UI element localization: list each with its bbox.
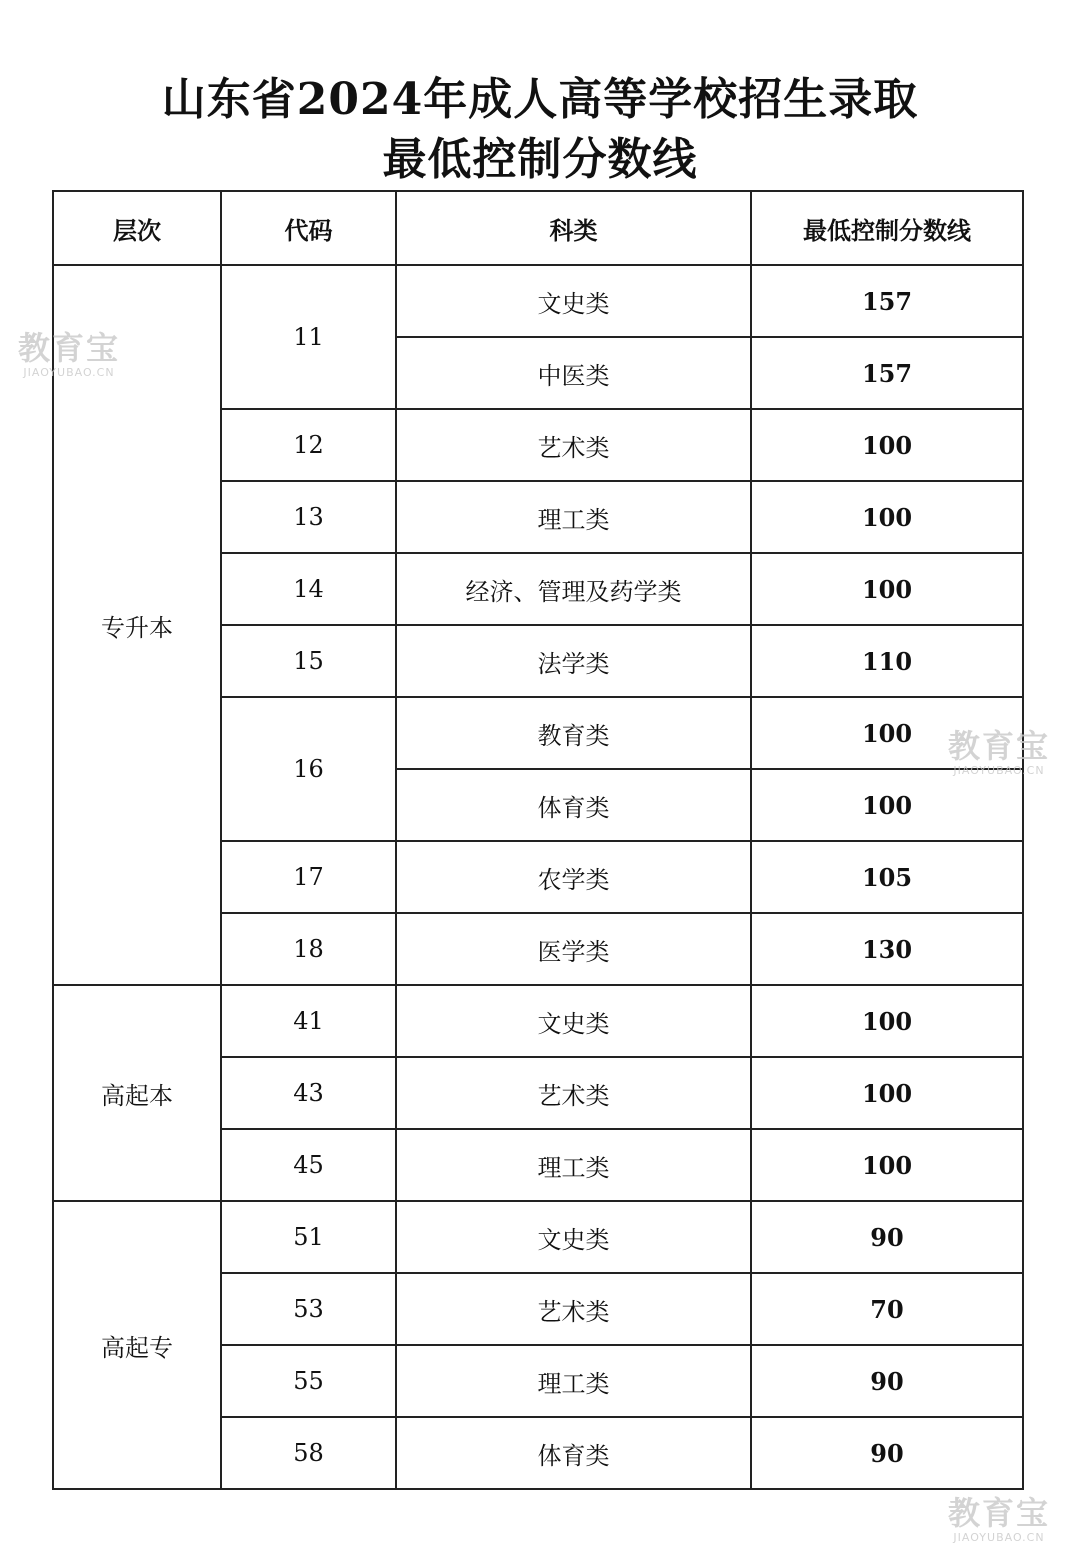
category-cell: 经济、管理及药学类 <box>396 553 751 625</box>
watermark-url: JIAOYUBAO.CN <box>953 764 1045 777</box>
watermark <box>948 1495 1050 1545</box>
score-cell: 157 <box>751 337 1023 409</box>
code-cell: 12 <box>221 409 396 481</box>
score-cell: 90 <box>751 1201 1023 1273</box>
score-cell: 157 <box>751 265 1023 337</box>
score-cell: 70 <box>751 1273 1023 1345</box>
category-cell: 文史类 <box>396 1201 751 1273</box>
category-cell: 中医类 <box>396 337 751 409</box>
code-cell: 11 <box>221 265 396 409</box>
code-cell: 58 <box>221 1417 396 1489</box>
table-row <box>53 985 1023 1057</box>
level-cell: 高起专 <box>53 1201 221 1489</box>
watermark-url: JIAOYUBAO.CN <box>953 1531 1045 1544</box>
code-cell: 43 <box>221 1057 396 1129</box>
page-title-line2: 最低控制分数线 <box>382 134 698 185</box>
watermark-url: JIAOYUBAO.CN <box>23 366 115 379</box>
category-cell: 医学类 <box>396 913 751 985</box>
code-cell: 41 <box>221 985 396 1057</box>
category-cell: 理工类 <box>396 1129 751 1201</box>
code-cell: 16 <box>221 697 396 841</box>
page-title-line1: 山东省2024年成人高等学校招生录取 <box>161 74 919 125</box>
category-cell: 理工类 <box>396 481 751 553</box>
header-min-score: 最低控制分数线 <box>751 191 1023 265</box>
category-cell: 农学类 <box>396 841 751 913</box>
score-cell: 100 <box>751 769 1023 841</box>
table-header-row <box>53 191 1023 265</box>
score-cell: 100 <box>751 553 1023 625</box>
code-cell: 15 <box>221 625 396 697</box>
category-cell: 理工类 <box>396 1345 751 1417</box>
header-category: 科类 <box>396 191 751 265</box>
code-cell: 14 <box>221 553 396 625</box>
score-cell: 105 <box>751 841 1023 913</box>
score-cell: 90 <box>751 1345 1023 1417</box>
score-cell: 100 <box>751 1057 1023 1129</box>
category-cell: 体育类 <box>396 1417 751 1489</box>
watermark-logo-text: 教育宝 <box>948 727 1051 765</box>
code-cell: 13 <box>221 481 396 553</box>
category-cell: 体育类 <box>396 769 751 841</box>
category-cell: 艺术类 <box>396 409 751 481</box>
code-cell: 17 <box>221 841 396 913</box>
score-cell: 90 <box>751 1417 1023 1489</box>
score-cell: 100 <box>751 985 1023 1057</box>
code-cell: 55 <box>221 1345 396 1417</box>
code-cell: 45 <box>221 1129 396 1201</box>
score-cell: 100 <box>751 481 1023 553</box>
table-row <box>53 265 1023 337</box>
category-cell: 法学类 <box>396 625 751 697</box>
score-cell: 100 <box>751 697 1023 769</box>
header-level: 层次 <box>53 191 221 265</box>
code-cell: 53 <box>221 1273 396 1345</box>
category-cell: 艺术类 <box>396 1273 751 1345</box>
category-cell: 文史类 <box>396 265 751 337</box>
code-cell: 51 <box>221 1201 396 1273</box>
category-cell: 艺术类 <box>396 1057 751 1129</box>
category-cell: 文史类 <box>396 985 751 1057</box>
category-cell: 教育类 <box>396 697 751 769</box>
level-cell: 高起本 <box>53 985 221 1201</box>
score-cell: 100 <box>751 409 1023 481</box>
code-cell: 18 <box>221 913 396 985</box>
score-cell: 110 <box>751 625 1023 697</box>
header-code: 代码 <box>221 191 396 265</box>
level-cell: 专升本 <box>53 265 221 985</box>
watermark-logo-text: 教育宝 <box>18 329 121 367</box>
score-cell: 100 <box>751 1129 1023 1201</box>
score-cell: 130 <box>751 913 1023 985</box>
watermark-logo-text: 教育宝 <box>948 1494 1051 1532</box>
table-row <box>53 1201 1023 1273</box>
score-table <box>52 190 1024 1490</box>
